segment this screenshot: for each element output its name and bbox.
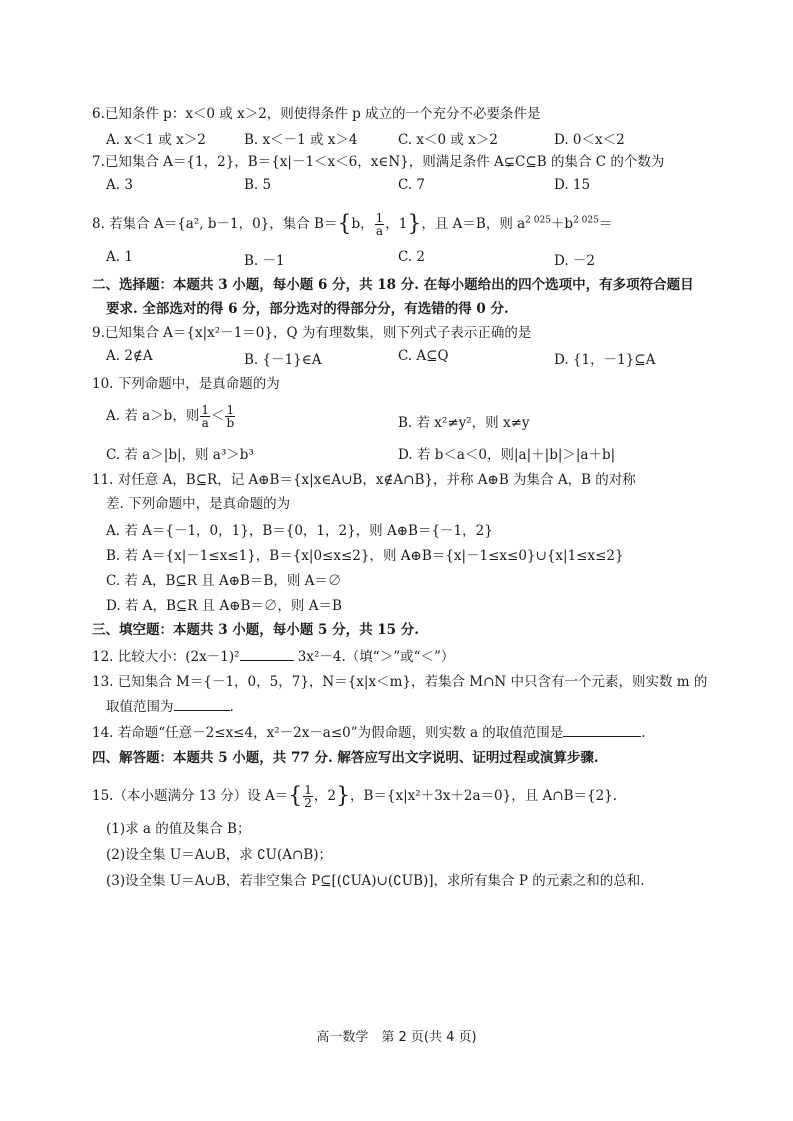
q10-option-c: C. 若 a＞|b|，则 a³＞b³ — [106, 447, 254, 463]
q14-answer-blank[interactable] — [563, 722, 641, 737]
page-footer: 高一数学 第 2 页(共 4 页) — [316, 1030, 477, 1045]
q11-option-b: B. 若 A＝{x|－1≤x≤1}，B＝{x|0≤x≤2}，则 A⊕B＝{x|－1≤x≤0}∪{x|1≤x≤2} — [106, 548, 624, 564]
q7-stem: 7.已知集合 A＝{1，2}，B＝{x|－1＜x＜6，x∈N}，则满足条件 A⊊C⊆B 的集合 C 的个数为 — [92, 154, 665, 170]
q9-stem: 9.已知集合 A＝{x|x²－1＝0}，Q 为有理数集，则下列式子表示正确的是 — [92, 325, 532, 341]
q10-a-frac-2 — [225, 404, 235, 429]
q15-brace-open: { — [288, 783, 303, 809]
q10-a-frac-1 — [200, 404, 210, 429]
q8-option-b: B. －1 — [244, 253, 285, 269]
q8-brace-open: { — [337, 211, 352, 237]
q7-option-a: A. 3 — [106, 177, 133, 193]
q12-post: 3x²－4.（填“＞”或“＜”） — [297, 649, 455, 665]
q10-option-b: B. 若 x²≠y²，则 x≠y — [398, 415, 530, 431]
q11-stem: 11. 对任意 A，B⊆R，记 A⊕B＝{x|x∈A∪B，x∉A∩B}，并称 A⊕B 为集合 A，B 的对称 — [92, 472, 636, 488]
q8-fraction — [375, 212, 385, 237]
q15-brace-close: } — [336, 783, 351, 809]
q15-sub-3: (3)设全集 U＝A∪B，若非空集合 P⊆[(∁UA)∪(∁UB)]，求所有集合 P 的元素之和的总和. — [106, 873, 645, 889]
q13-line2-pre: 取值范围为 — [106, 699, 174, 715]
q15-fraction — [303, 784, 313, 809]
q15-frac-num: 1 — [304, 783, 312, 797]
q6-option-b: B. x＜－1 或 x＞4 — [244, 132, 358, 148]
q7-option-b: B. 5 — [244, 177, 272, 193]
q12-pre: 12. 比较大小：(2x－1)² — [92, 649, 240, 665]
q15-stem-post: ，B＝{x|x²＋3x＋2a＝0}，且 A∩B＝{2}. — [350, 788, 618, 804]
q10-a-frac-1-num: 1 — [201, 403, 209, 417]
q14-post: . — [641, 725, 646, 741]
q11-stem-cont: 差. 下列命题中，是真命题的为 — [106, 496, 291, 512]
q15-stem — [92, 784, 733, 809]
q6-option-c: C. x＜0 或 x＞2 — [398, 132, 498, 148]
q13-answer-blank[interactable] — [174, 696, 230, 711]
q6-option-a: A. x＜1 或 x＞2 — [106, 132, 206, 148]
q8-exponent-1: 2 025 — [525, 215, 551, 226]
q6-stem: 6.已知条件 p：x＜0 或 x＞2，则使得条件 p 成立的一个充分不必要条件是 — [92, 106, 541, 122]
q11-option-a: A. 若 A＝{－1，0，1}，B＝{0，1，2}，则 A⊕B＝{－1，2} — [106, 523, 493, 539]
q8-option-a: A. 1 — [106, 249, 133, 265]
q10-a-frac-2-num: 1 — [226, 403, 235, 417]
q10-option-d: D. 若 b＜a＜0，则|a|＋|b|＞|a＋b| — [398, 447, 616, 463]
q7-option-d: D. 15 — [554, 177, 591, 193]
q10-stem: 10. 下列命题中，是真命题的为 — [92, 376, 280, 392]
q13-line2-post: . — [229, 699, 234, 715]
q8-option-d: D. －2 — [554, 253, 596, 269]
q14-stem — [92, 722, 733, 743]
q9-option-c: C. A⊆Q — [398, 348, 449, 364]
q12-stem — [92, 646, 733, 667]
q14-pre: 14. 若命题“任意－2≤x≤4，x²－2x－a≤0”为假命题，则实数 a 的取值范围是 — [92, 725, 564, 741]
q8-set-rest: ，1 — [385, 216, 408, 232]
q15-frac-den: 2 — [304, 796, 312, 810]
q8-stem-pre: 8. 若集合 A＝{a², b－1，0}，集合 B＝ — [92, 216, 338, 232]
q11-option-c: C. 若 A，B⊆R 且 A⊕B＝B，则 A＝∅ — [106, 573, 342, 589]
q8-frac-den: a — [375, 224, 384, 238]
q9-option-b: B. {－1}∈A — [244, 352, 322, 368]
section-2-heading-cont: 要求. 全部选对的得 6 分，部分选对的得部分分，有选错的得 0 分. — [106, 301, 509, 317]
q8-stem-end: ＝ — [598, 216, 613, 232]
q10-a-frac-2-den: b — [226, 416, 235, 430]
q8-stem — [92, 212, 733, 237]
q11-option-d: D. 若 A，B⊆R 且 A⊕B＝∅，则 A＝B — [106, 598, 342, 614]
q6-option-d: D. 0＜x＜2 — [554, 132, 625, 148]
q8-brace-close: } — [407, 211, 422, 237]
q8-plus-b: ＋b — [550, 216, 574, 232]
q8-option-c: C. 2 — [398, 249, 426, 265]
q8-stem-b: b， — [351, 216, 374, 232]
q7-option-c: C. 7 — [398, 177, 426, 193]
q15-set-rest: ，2 — [313, 788, 337, 804]
q10-a-lt: ＜ — [210, 408, 225, 424]
q12-answer-blank[interactable] — [240, 646, 294, 661]
section-4-heading: 四、解答题：本题共 5 小题，共 77 分. 解答应写出文字说明、证明过程或演算步骤. — [92, 750, 599, 766]
q10-option-a — [106, 404, 236, 429]
section-2-heading: 二、选择题：本题共 3 小题，每小题 6 分，共 18 分. 在每小题给出的四个选项中，有多项符合题目 — [92, 277, 694, 293]
section-3-heading: 三、填空题：本题共 3 小题，每小题 5 分，共 15 分. — [92, 622, 419, 638]
q9-option-a: A. 2∉A — [106, 348, 153, 364]
q8-exponent-2: 2 025 — [573, 215, 599, 226]
q8-stem-post: ，且 A＝B，则 a — [421, 216, 526, 232]
q15-stem-pre: 15.（本小题满分 13 分）设 A＝ — [92, 788, 289, 804]
q9-option-d: D. {1，－1}⊆A — [554, 352, 656, 368]
q10-a-pre: A. 若 a＞b，则 — [106, 408, 200, 424]
q10-a-frac-1-den: a — [201, 416, 209, 430]
q13-stem-cont — [106, 696, 733, 717]
q8-frac-num: 1 — [375, 211, 384, 225]
q15-sub-2: (2)设全集 U＝A∪B，求 ∁U(A∩B)； — [106, 847, 333, 863]
q15-sub-1: (1)求 a 的值及集合 B； — [106, 821, 251, 837]
q13-stem: 13. 已知集合 M＝{－1，0，5，7}，N＝{x|x＜m}，若集合 M∩N 中只含有一个元素，则实数 m 的 — [92, 674, 708, 690]
